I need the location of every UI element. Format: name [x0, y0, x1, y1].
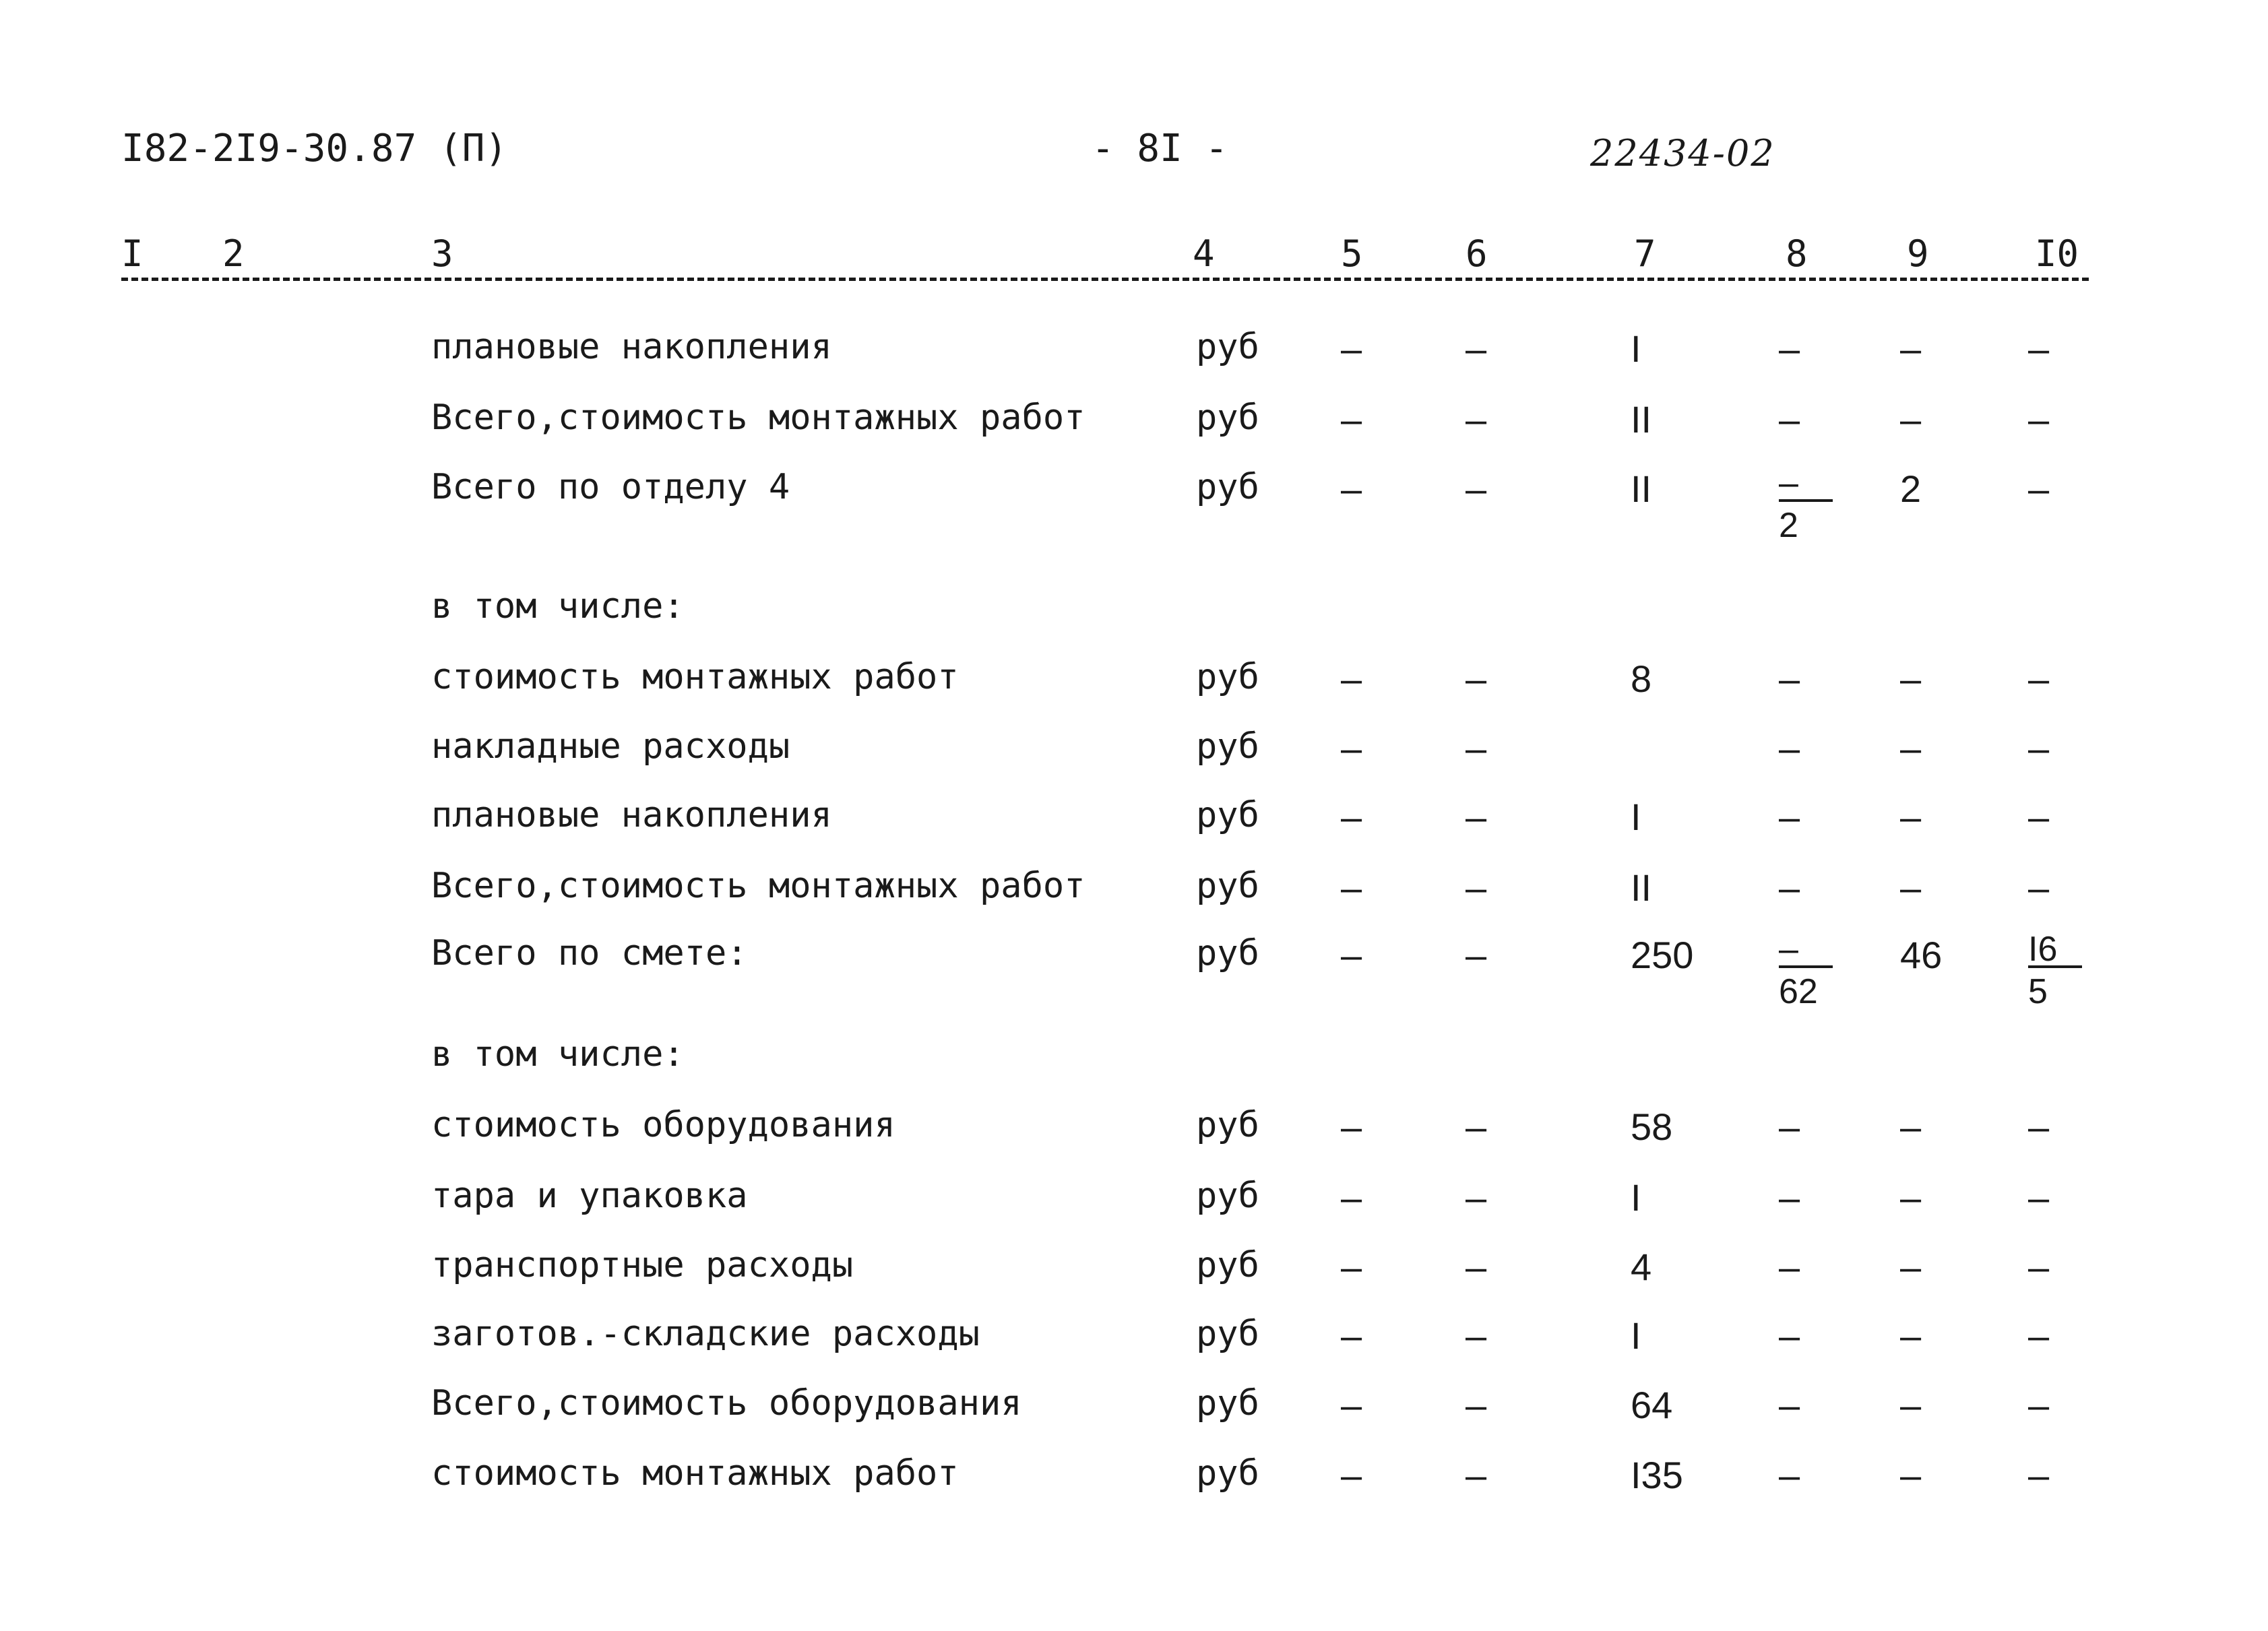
table-row: [0, 1314, 2268, 1381]
value-cell-c7: I35: [1631, 1454, 1683, 1496]
value-cell-c6: –: [1466, 468, 1487, 510]
value-cell-c8: –: [1779, 1314, 1800, 1357]
value-cell-c9: –: [1900, 398, 1922, 441]
value-cell-c5: –: [1341, 658, 1362, 700]
value-cell-c5: –: [1341, 727, 1362, 769]
fraction-numerator: –: [1779, 933, 1833, 968]
value-cell-c7: 4: [1631, 1246, 1652, 1288]
table-row: [0, 1453, 2268, 1521]
table-row: [0, 586, 2268, 653]
row-label: плановые накопления: [431, 327, 832, 367]
column-number: 6: [1466, 232, 1488, 275]
unit-cell: руб: [1196, 657, 1259, 697]
value-cell-c5: –: [1341, 934, 1362, 976]
column-number: 5: [1341, 232, 1363, 275]
row-label: Всего по смете:: [431, 933, 748, 973]
table-row: [0, 657, 2268, 724]
unit-cell: руб: [1196, 866, 1259, 906]
value-cell-c10: –: [2028, 398, 2050, 441]
value-cell-c7: I: [1631, 1314, 1641, 1357]
value-cell-c6: –: [1466, 658, 1487, 700]
column-number: I: [121, 232, 144, 275]
row-label: Всего,стоимость монтажных работ: [431, 866, 1085, 906]
value-cell-c8: –: [1779, 1176, 1800, 1219]
column-number: 9: [1907, 232, 1929, 275]
value-cell-c8: –: [1779, 398, 1800, 441]
value-cell-c6: –: [1466, 398, 1487, 441]
row-label: в том числе:: [431, 1034, 685, 1075]
value-cell-c9: –: [1900, 1246, 1922, 1288]
value-cell-c6: –: [1466, 1454, 1487, 1496]
value-cell-c10: –: [2028, 1314, 2050, 1357]
value-cell-c8: –: [1779, 866, 1800, 909]
row-label: стоимость оборудования: [431, 1105, 895, 1145]
document-code: I82-2I9-30.87 (П): [121, 127, 508, 170]
value-cell-c7: 250: [1631, 934, 1694, 976]
column-header-row: [121, 232, 2089, 280]
column-number: 7: [1634, 232, 1656, 275]
page-number: - 8I -: [1092, 127, 1228, 170]
value-cell-c9: 2: [1900, 468, 1922, 510]
value-cell-c9: –: [1900, 727, 1922, 769]
table-row: [0, 866, 2268, 933]
table-row: [0, 1245, 2268, 1312]
value-cell-c5: –: [1341, 796, 1362, 838]
value-cell-c6: –: [1466, 796, 1487, 838]
value-cell-c9: –: [1900, 1314, 1922, 1357]
unit-cell: руб: [1196, 1314, 1259, 1354]
fraction-denominator: 62: [1779, 972, 1818, 1011]
value-cell-c5: –: [1341, 1176, 1362, 1219]
row-label: накладные расходы: [431, 726, 790, 767]
table-row: [0, 1105, 2268, 1172]
value-cell-c8: –: [1779, 1454, 1800, 1496]
column-number: 2: [222, 232, 245, 275]
unit-cell: руб: [1196, 1105, 1259, 1145]
value-cell-c10: –: [2028, 1384, 2050, 1426]
row-label: Всего,стоимость монтажных работ: [431, 397, 1085, 438]
value-cell-c10: –: [2028, 796, 2050, 838]
table-row: [0, 397, 2268, 465]
value-cell-c6: –: [1466, 327, 1487, 370]
value-cell-c9: 46: [1900, 934, 1943, 976]
row-label: стоимость монтажных работ: [431, 657, 959, 697]
value-cell-c10: –: [2028, 1246, 2050, 1288]
value-cell-c6: –: [1466, 1246, 1487, 1288]
row-label: транспортные расходы: [431, 1245, 854, 1285]
column-number: 8: [1786, 232, 1808, 275]
value-cell-c9: –: [1900, 327, 1922, 370]
value-cell-c8: –: [1779, 1106, 1800, 1148]
value-cell-c5: –: [1341, 1384, 1362, 1426]
value-cell-c8: –: [1779, 727, 1800, 769]
value-cell-c9: –: [1900, 796, 1922, 838]
value-cell-c5: –: [1341, 1454, 1362, 1496]
value-cell-c8: –: [1779, 658, 1800, 700]
fraction-denominator: 5: [2028, 972, 2048, 1011]
value-cell-c8: –: [1779, 796, 1800, 838]
unit-cell: руб: [1196, 1176, 1259, 1216]
value-cell-c9: –: [1900, 658, 1922, 700]
value-cell-c10: –: [2028, 727, 2050, 769]
value-cell-c6: –: [1466, 1176, 1487, 1219]
value-cell-c10: –: [2028, 658, 2050, 700]
value-cell-c5: –: [1341, 866, 1362, 909]
row-label: заготов.-складские расходы: [431, 1314, 980, 1354]
unit-cell: руб: [1196, 726, 1259, 767]
row-label: в том числе:: [431, 586, 685, 627]
value-cell-c6: –: [1466, 1314, 1487, 1357]
value-cell-c9: –: [1900, 1384, 1922, 1426]
value-cell-c6: –: [1466, 727, 1487, 769]
value-cell-c7: 58: [1631, 1106, 1673, 1148]
table-row: [0, 327, 2268, 394]
value-cell-c9: –: [1900, 866, 1922, 909]
value-cell-c10: –: [2028, 1176, 2050, 1219]
value-cell-c10: –: [2028, 1454, 2050, 1496]
table-row: [0, 795, 2268, 862]
row-label: стоимость монтажных работ: [431, 1453, 959, 1494]
fraction-numerator: I6: [2028, 933, 2082, 968]
value-cell-c6: –: [1466, 934, 1487, 976]
value-cell-c8: –: [1779, 1384, 1800, 1426]
value-cell-c6: –: [1466, 1106, 1487, 1148]
value-cell-c5: –: [1341, 468, 1362, 510]
header-rule: [121, 278, 2089, 281]
table-row: [0, 1034, 2268, 1101]
table-row: [0, 463, 2268, 545]
unit-cell: руб: [1196, 795, 1259, 835]
fraction-numerator: –: [1779, 467, 1833, 502]
value-cell-c5: –: [1341, 327, 1362, 370]
value-cell-c10: –: [2028, 327, 2050, 370]
table-row: [0, 1176, 2268, 1243]
value-cell-c7: II: [1631, 468, 1652, 510]
value-cell-c9: –: [1900, 1176, 1922, 1219]
fraction-cell: [1779, 930, 1833, 1015]
row-label: плановые накопления: [431, 795, 832, 835]
unit-cell: руб: [1196, 397, 1259, 438]
unit-cell: руб: [1196, 1453, 1259, 1494]
handwritten-number: 22434-02: [1590, 132, 1775, 174]
value-cell-c7: II: [1631, 866, 1652, 909]
value-cell-c7: 8: [1631, 658, 1652, 700]
column-number: 4: [1193, 232, 1215, 275]
value-cell-c7: II: [1631, 398, 1652, 441]
value-cell-c10: –: [2028, 468, 2050, 510]
unit-cell: руб: [1196, 1383, 1259, 1424]
value-cell-c5: –: [1341, 1106, 1362, 1148]
value-cell-c7: 64: [1631, 1384, 1673, 1426]
value-cell-c9: –: [1900, 1454, 1922, 1496]
value-cell-c6: –: [1466, 866, 1487, 909]
value-cell-c10: –: [2028, 866, 2050, 909]
value-cell-c8: –: [1779, 1246, 1800, 1288]
value-cell-c7: I: [1631, 796, 1641, 838]
unit-cell: руб: [1196, 933, 1259, 973]
row-label: тара и упаковка: [431, 1176, 748, 1216]
fraction-cell: [1779, 463, 1833, 549]
value-cell-c5: –: [1341, 398, 1362, 441]
value-cell-c6: –: [1466, 1384, 1487, 1426]
value-cell-c5: –: [1341, 1314, 1362, 1357]
value-cell-c7: I: [1631, 327, 1641, 370]
value-cell-c10: –: [2028, 1106, 2050, 1148]
unit-cell: руб: [1196, 467, 1259, 507]
table-row: [0, 726, 2268, 794]
value-cell-c5: –: [1341, 1246, 1362, 1288]
unit-cell: руб: [1196, 1245, 1259, 1285]
fraction-cell: [2028, 930, 2082, 1015]
row-label: Всего,стоимость оборудования: [431, 1383, 1022, 1424]
table-row: [0, 1383, 2268, 1450]
fraction-denominator: 2: [1779, 506, 1798, 545]
row-label: Всего по отделу 4: [431, 467, 790, 507]
value-cell-c9: –: [1900, 1106, 1922, 1148]
column-number: 3: [431, 232, 453, 275]
table-row: [0, 930, 2268, 1011]
unit-cell: руб: [1196, 327, 1259, 367]
value-cell-c7: I: [1631, 1176, 1641, 1219]
value-cell-c8: –: [1779, 327, 1800, 370]
column-number: I0: [2035, 232, 2079, 275]
